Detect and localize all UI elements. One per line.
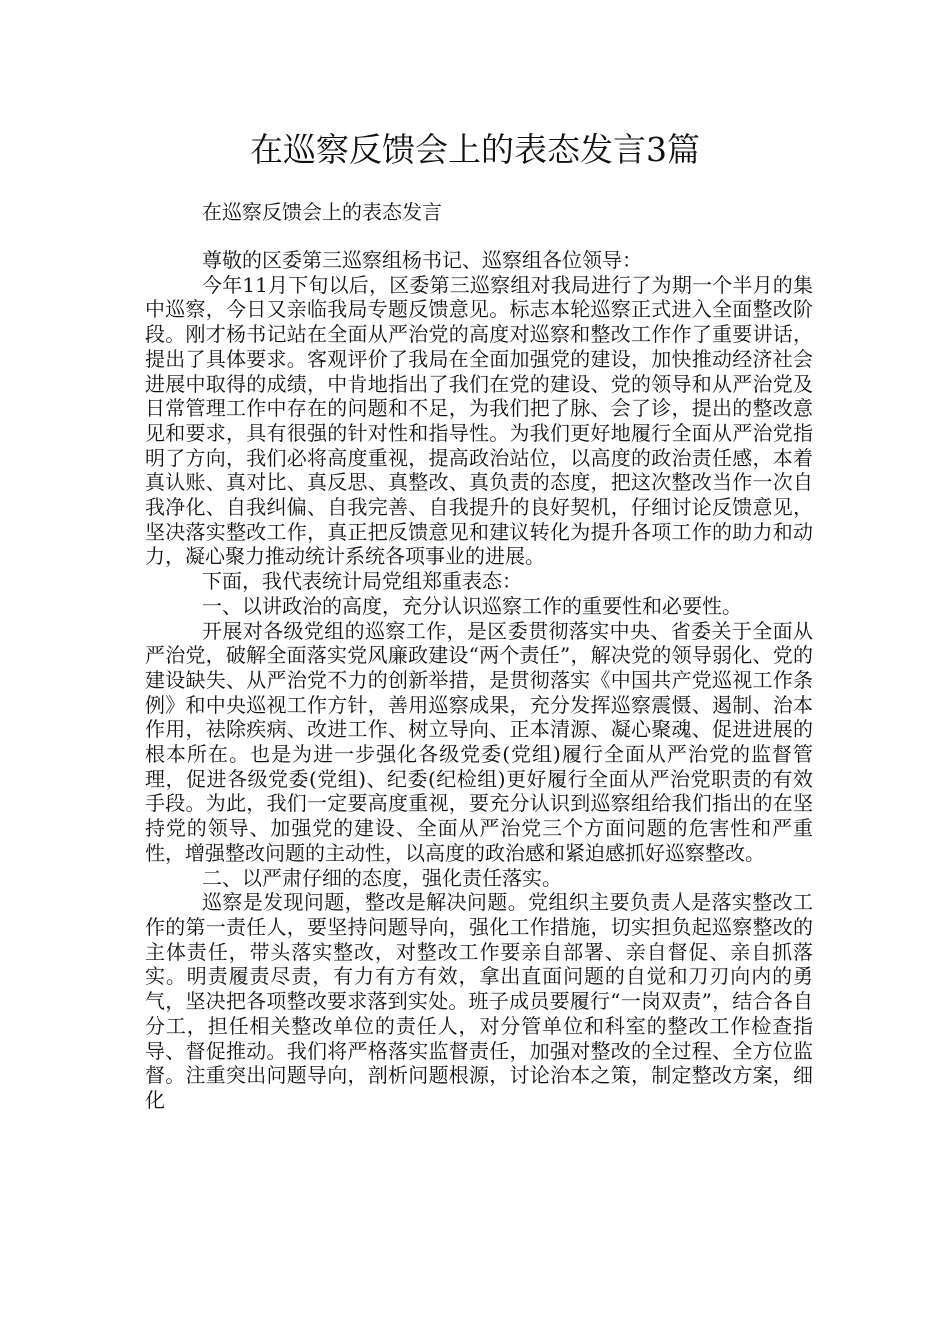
document-body [145, 248, 813, 1113]
body-paragraph: 巡察是发现问题，整改是解决问题。党组织主要负责人是落实整改工作的第一责任人，要坚持问题导向，强化工作措施，切实担负起巡察整改的主体责任，带头落实整改，对整改工作要亲自部署、亲自督促、亲自抓落实。明责履责尽责，有力有方有效，拿出直面问题的自觉和刀刃向内的勇气，坚决把各项整改要求落到实处。班子成员要履行“一岗双责”，结合各自分工，担任相关整改单位的责任人，对分管单位和科室的整改工作检查指导、督促推动。我们将严格落实监督责任，加强对整改的全过程、全方位监督。注重突出问题导向，剖析问题根源，讨论治本之策，制定整改方案，细化 [145, 890, 813, 1112]
body-paragraph: 下面，我代表统计局党组郑重表态： [202, 569, 522, 594]
salutation-paragraph: 尊敬的区委第三巡察组杨书记、巡察组各位领导： [202, 248, 642, 272]
body-paragraph: 今年11月下旬以后，区委第三巡察组对我局进行了为期一个半月的集中巡察，今日又亲临我局专题反馈意见。标志本轮巡察正式进入全面整改阶段。刚才杨书记站在全面从严治党的高度对巡察和整改工作作了重要讲话，提出了具体要求。客观评价了我局在全面加强党的建设，加快推动经济社会进展中取得的成绩，中肯地指出了我们在党的建设、党的领导和从严治党及日常管理工作中存在的问题和不足，为我们把了脉、会了诊，提出的整改意见和要求，具有很强的针对性和指导性。为我们更好地履行全面从严治党指明了方向，我们必将高度重视，提高政治站位，以高度的政治责任感，本着真认账、真对比、真反思、真整改、真负责的态度，把这次整改当作一次自我净化、自我纠偏、自我完善、自我提升的良好契机，仔细讨论反馈意见，坚决落实整改工作，真正把反馈意见和建议转化为提升各项工作的助力和动力，凝心聚力推动统计系统各项事业的进展。 [145, 272, 813, 569]
document-title: 在巡察反馈会上的表态发言3篇 [250, 130, 700, 169]
section-heading: 二、以严肃仔细的态度，强化责任落实。 [202, 865, 562, 890]
document-subtitle: 在巡察反馈会上的表态发言 [202, 200, 442, 224]
body-paragraph: 开展对各级党组的巡察工作，是区委贯彻落实中央、省委关于全面从严治党，破解全面落实党风廉政建设“两个责任”，解决党的领导弱化、党的建设缺失、从严治党不力的创新举措，是贯彻落实《中国共产党巡视工作条例》和中央巡视工作方针，善用巡察成果，充分发挥巡察震慑、遏制、治本作用，祛除疾病、改进工作、树立导向、正本清源、凝心聚魂、促进进展的根本所在。也是为进一步强化各级党委(党组)履行全面从严治党的监督管理，促进各级党委(党组)、纪委(纪检组)更好履行全面从严治党职责的有效手段。为此，我们一定要高度重视，要充分认识到巡察组给我们指出的在坚持党的领导、加强党的建设、全面从严治党三个方面问题的危害性和严重性，增强整改问题的主动性，以高度的政治感和紧迫感抓好巡察整改。 [145, 618, 813, 865]
section-heading: 一、以讲政治的高度，充分认识巡察工作的重要性和必要性。 [202, 593, 742, 618]
